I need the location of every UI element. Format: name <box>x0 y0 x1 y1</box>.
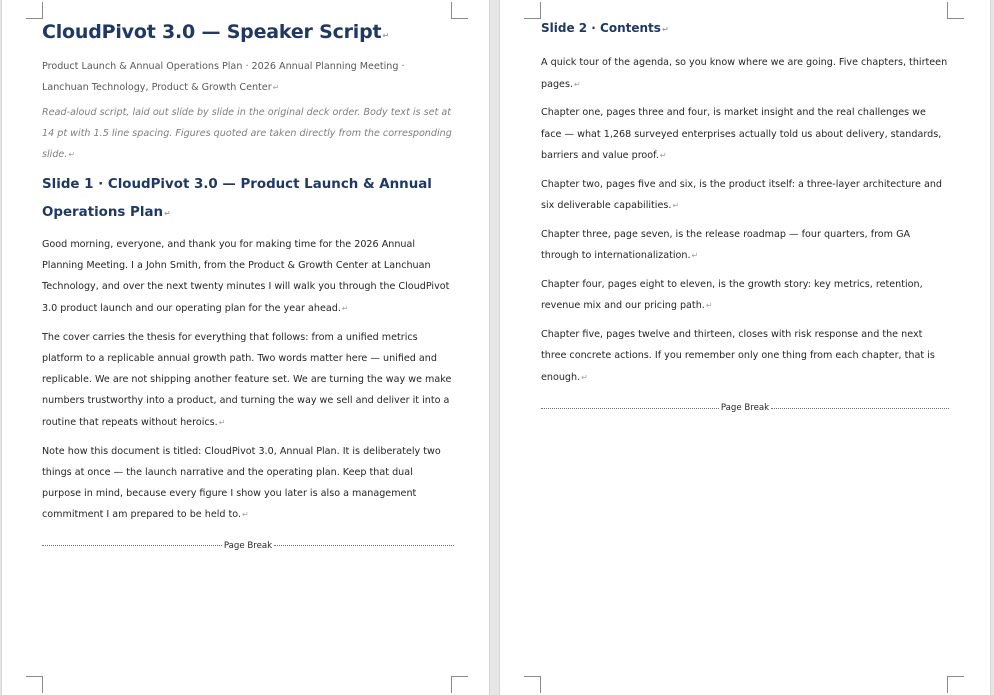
body-paragraph-text: Note how this document is titled: CloudPivot 3.0, Annual Plan. It is deliberately two things at once — the launch narrative and the operating plan. Keep that dual purpose in mind, because every figure I show you later is also a management commitment I am prepared to be held to. <box>42 445 441 521</box>
document-title-text: CloudPivot 3.0 — Speaker Script <box>42 21 382 43</box>
corner-mark-bottom-right <box>947 676 964 693</box>
body-paragraph-text: The cover carries the thesis for everything that follows: from a unified metrics platform to a replicable annual growth path. Two words matter here — unified and replicable. We are not shipping another feature set. We are turning the way we make numbers trustworthy into a product, and turning the way we sell and deliver it into a routine that repeats without heroics. <box>42 331 452 428</box>
paragraph-mark: ↵ <box>691 251 699 260</box>
corner-mark-bottom-right <box>451 676 468 693</box>
body-paragraph[interactable] <box>541 102 949 167</box>
paragraph-mark: ↵ <box>341 303 349 313</box>
body-paragraph[interactable] <box>541 52 949 95</box>
body-paragraph[interactable] <box>42 234 454 319</box>
corner-mark-bottom-left <box>524 676 541 693</box>
document-page-1 <box>2 0 489 695</box>
paragraph-mark: ↵ <box>218 417 226 427</box>
body-paragraph[interactable] <box>541 174 949 217</box>
paragraph-mark: ↵ <box>242 510 249 520</box>
body-paragraph-text: Good morning, everyone, and thank you for making time for the 2026 Annual Planning Meeting. I a John Smith, from the Product & Growth Center at Lanchuan Technology, and over the next twenty minutes I will walk you through the CloudPivot 3.0 product launch and our operating plan for the year ahead. <box>42 239 450 314</box>
page-break-dots-left <box>42 545 222 546</box>
slide-1-heading[interactable] <box>42 171 454 228</box>
paragraph-mark: ↵ <box>672 201 680 210</box>
paragraph-mark: ↵ <box>574 79 581 89</box>
paragraph-mark: ↵ <box>659 151 667 160</box>
document-note[interactable] <box>42 102 454 165</box>
paragraph-mark: ↵ <box>581 372 588 382</box>
page-break-dots-right <box>771 408 949 409</box>
paragraph-mark: ↵ <box>68 150 76 159</box>
body-paragraph-text: Chapter three, page seven, is the release roadmap — four quarters, from GA through to internationalization. <box>541 228 911 261</box>
body-paragraph[interactable] <box>541 324 949 389</box>
slide-2-heading-text: Slide 2 · Contents <box>541 21 661 35</box>
body-paragraph-text: A quick tour of the agenda, so you know where we are going. Five chapters, thirteen pages. <box>541 57 948 90</box>
document-page-2 <box>500 0 990 695</box>
corner-mark-top-right <box>451 2 468 19</box>
page-2-content[interactable] <box>541 18 949 414</box>
paragraph-mark: ↵ <box>272 83 280 92</box>
document-note-text: Read-aloud script, laid out slide by slide in the original deck order. Body text is set at 14 pt with 1.5 line spacing. Figures quoted are taken directly from the corresponding slide. <box>42 107 452 160</box>
body-paragraph[interactable] <box>541 274 949 317</box>
document-subtitle-text: Product Launch & Annual Operations Plan · 2026 Annual Planning Meeting · Lanchuan Technology, Product & Growth Center <box>42 61 405 93</box>
body-paragraph[interactable] <box>42 441 454 526</box>
page-break-marker <box>541 402 949 414</box>
paragraph-mark: ↵ <box>661 25 669 34</box>
paragraph-mark: ↵ <box>164 209 171 218</box>
corner-mark-top-right <box>947 2 964 19</box>
page-break-label: Page Break <box>223 540 273 551</box>
slide-2-heading[interactable] <box>541 18 949 40</box>
body-paragraph[interactable] <box>541 224 949 267</box>
body-paragraph-text: Chapter two, pages five and six, is the product itself: a three-layer architecture and six deliverable capabilities. <box>541 178 943 211</box>
document-subtitle[interactable] <box>42 56 454 98</box>
corner-mark-bottom-left <box>26 676 43 693</box>
paragraph-mark: ↵ <box>382 31 389 40</box>
corner-mark-top-left <box>524 2 541 19</box>
paragraph-mark: ↵ <box>705 301 713 310</box>
slide-1-heading-text: Slide 1 · CloudPivot 3.0 — Product Launch & Annual Operations Plan <box>42 177 432 220</box>
page-break-label: Page Break <box>720 403 770 413</box>
body-paragraph-text: Chapter five, pages twelve and thirteen, closes with risk response and the next three concrete actions. If you remember only one thing from each chapter, that is enough. <box>541 328 935 383</box>
page-break-marker <box>42 540 454 552</box>
page-break-dots-left <box>541 408 719 409</box>
body-paragraph[interactable] <box>42 327 454 433</box>
document-title[interactable] <box>42 18 454 50</box>
corner-mark-top-left <box>26 2 43 19</box>
page-break-dots-right <box>274 545 454 546</box>
page-1-content[interactable] <box>42 18 454 552</box>
body-paragraph-text: Chapter four, pages eight to eleven, is the growth story: key metrics, retention, revenue mix and our pricing path. <box>541 278 923 311</box>
body-paragraph-text: Chapter one, pages three and four, is market insight and the real challenges we face — what 1,268 surveyed enterprises actually told us about delivery, standards, barriers and value proof. <box>541 107 942 161</box>
